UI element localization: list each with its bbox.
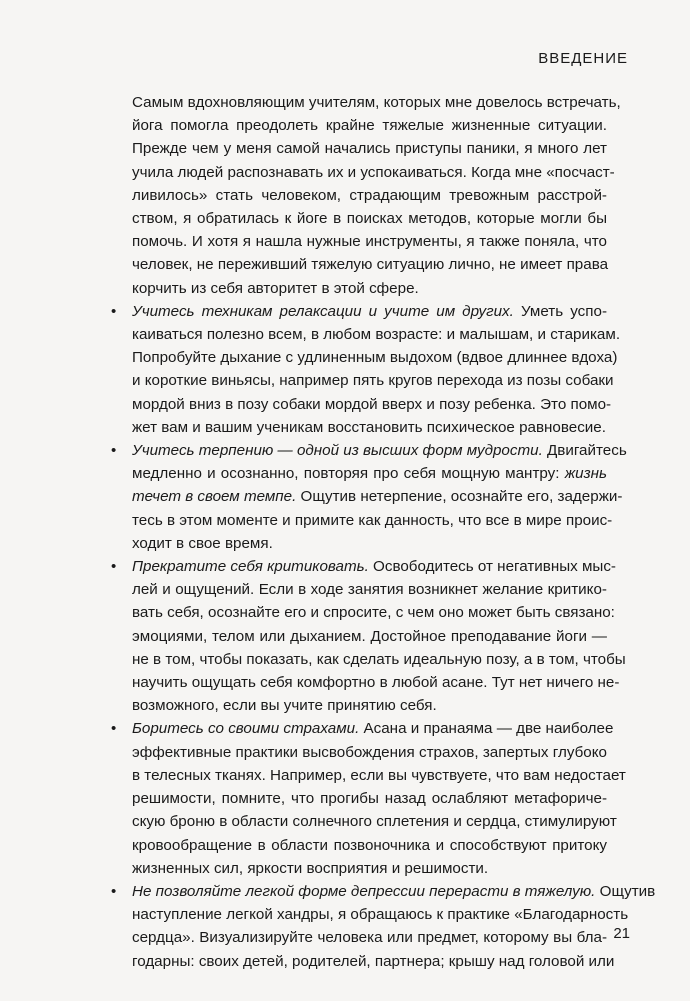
text-line: тесь в этом моменте и примите как данность, что все в мире проис- — [132, 511, 613, 529]
text-line: корчить из себя авторитет в этой сфере. — [132, 279, 419, 297]
text-line: не в том, чтобы показать, как сделать идеальную позу, а в том, чтобы — [132, 650, 626, 668]
text-line: ходит в свое время. — [132, 534, 273, 552]
text-line: научить ощущать себя комфортно в любой асане. Тут нет ничего не- — [132, 674, 620, 692]
text-line: в телесных тканях. Например, если вы чувствуете, что вам недостает — [132, 766, 626, 784]
text-line: ливилось» стать человеком, страдающим тревожным расстрой- — [132, 186, 607, 204]
text-line: вать себя, осознайте его и спросите, с чем оно может быть связано: — [132, 604, 615, 622]
text-line — [132, 880, 656, 903]
list-item-fears — [111, 717, 626, 879]
text-line: ством, я обратилась к йоге в поисках методов, которые могли бы — [132, 210, 607, 228]
text-line: сердца». Визуализируйте человека или предмет, которому вы бла- — [132, 929, 607, 947]
text-line — [132, 462, 607, 485]
text-line: Самым вдохновляющим учителям, которых мне довелось встречать, — [132, 94, 621, 111]
italic-lead: Учитесь терпению — одной из высших форм мудрости. — [132, 442, 543, 460]
text-line: мордой вниз в позу собаки мордой вверх и позу ребенка. Это помо- — [132, 395, 612, 413]
text-line: скую броню в области солнечного сплетения и сердца, стимулируют — [132, 813, 617, 831]
text-line: решимости, помните, что прогибы назад ослабляют метафориче- — [132, 790, 607, 808]
text-line: жет вам и вашим ученикам восстановить психическое равновесие. — [132, 418, 606, 436]
page-number: 21 — [613, 925, 630, 942]
bullet-icon: • — [111, 302, 117, 320]
text-fragment: Уметь успо- — [513, 302, 607, 320]
text-line: лей и ощущений. Если в ходе занятия возникнет желание критико- — [132, 581, 607, 599]
text-line: возможного, если вы учите принятию себя. — [132, 697, 437, 715]
list-item-criticism — [111, 555, 626, 717]
bullet-icon: • — [111, 442, 117, 460]
italic-fragment: течет в своем темпе. — [132, 488, 297, 506]
text-line: Прежде чем у меня самой начались приступы паники, я много лет — [132, 140, 607, 158]
text-fragment: Асана и пранаяма — две наиболее — [359, 720, 614, 738]
list-item-relaxation — [111, 300, 621, 439]
text-line: кровообращение в области позвоночника и способствуют притоку — [132, 836, 607, 854]
text-line: Попробуйте дыхание с удлиненным выдохом (вдвое длиннее вдоха) — [132, 349, 618, 367]
intro-paragraph — [132, 91, 621, 300]
text-fragment: Ощутив — [595, 882, 656, 900]
running-head: ВВЕДЕНИЕ — [538, 50, 628, 67]
text-line: каиваться полезно всем, в любом возрасте: и малышам, и старикам. — [132, 326, 621, 344]
text-fragment: Ощутив нетерпение, осознайте его, задержи- — [296, 488, 623, 506]
text-line: йога помогла преодолеть крайне тяжелые жизненные ситуации. — [132, 117, 607, 135]
italic-lead: Прекратите себя критиковать. — [132, 558, 369, 576]
text-line: помочь. И хотя я нашла нужные инструменты, я также поняла, что — [132, 233, 607, 251]
text-line — [132, 439, 627, 462]
italic-fragment: жизнь — [564, 465, 607, 483]
italic-lead: Учитесь техникам релаксации и учите им других. — [132, 302, 514, 320]
text-line: и короткие виньясы, например пять кругов перехода из позы собаки — [132, 372, 614, 390]
italic-lead: Боритесь со своими страхами. — [132, 720, 360, 738]
text-line: учила людей распознавать их и успокаиваться. Когда мне «посчаст- — [132, 163, 615, 181]
text-line: эмоциями, телом или дыханием. Достойное преподавание йоги — — [132, 627, 607, 645]
bullet-icon: • — [111, 558, 117, 576]
text-fragment: Освободитесь от негативных мыс- — [368, 558, 616, 576]
list-item-patience — [111, 439, 627, 555]
text-line — [132, 485, 623, 508]
text-line: годарны: своих детей, родителей, партнера; крышу над головой или — [132, 952, 615, 970]
text-fragment: медленно и осознанно, повторяя про себя мощную мантру: — [132, 465, 565, 483]
italic-lead: Не позволяйте легкой форме депрессии перерасти в тяжелую. — [132, 882, 596, 900]
text-fragment: Двигайтесь — [542, 442, 627, 460]
text-line — [132, 717, 614, 740]
bullet-icon: • — [111, 720, 117, 738]
text-line: жизненных сил, яркости восприятия и решимости. — [132, 859, 489, 877]
text-line: эффективные практики высвобождения страхов, запертых глубоко — [132, 743, 607, 761]
text-line — [132, 300, 607, 323]
bullet-icon: • — [111, 882, 117, 900]
text-line: наступление легкой хандры, я обращаюсь к практике «Благодарность — [132, 906, 629, 924]
text-line — [132, 555, 616, 578]
text-line: человек, не переживший тяжелую ситуацию лично, не имеет права — [132, 256, 609, 274]
